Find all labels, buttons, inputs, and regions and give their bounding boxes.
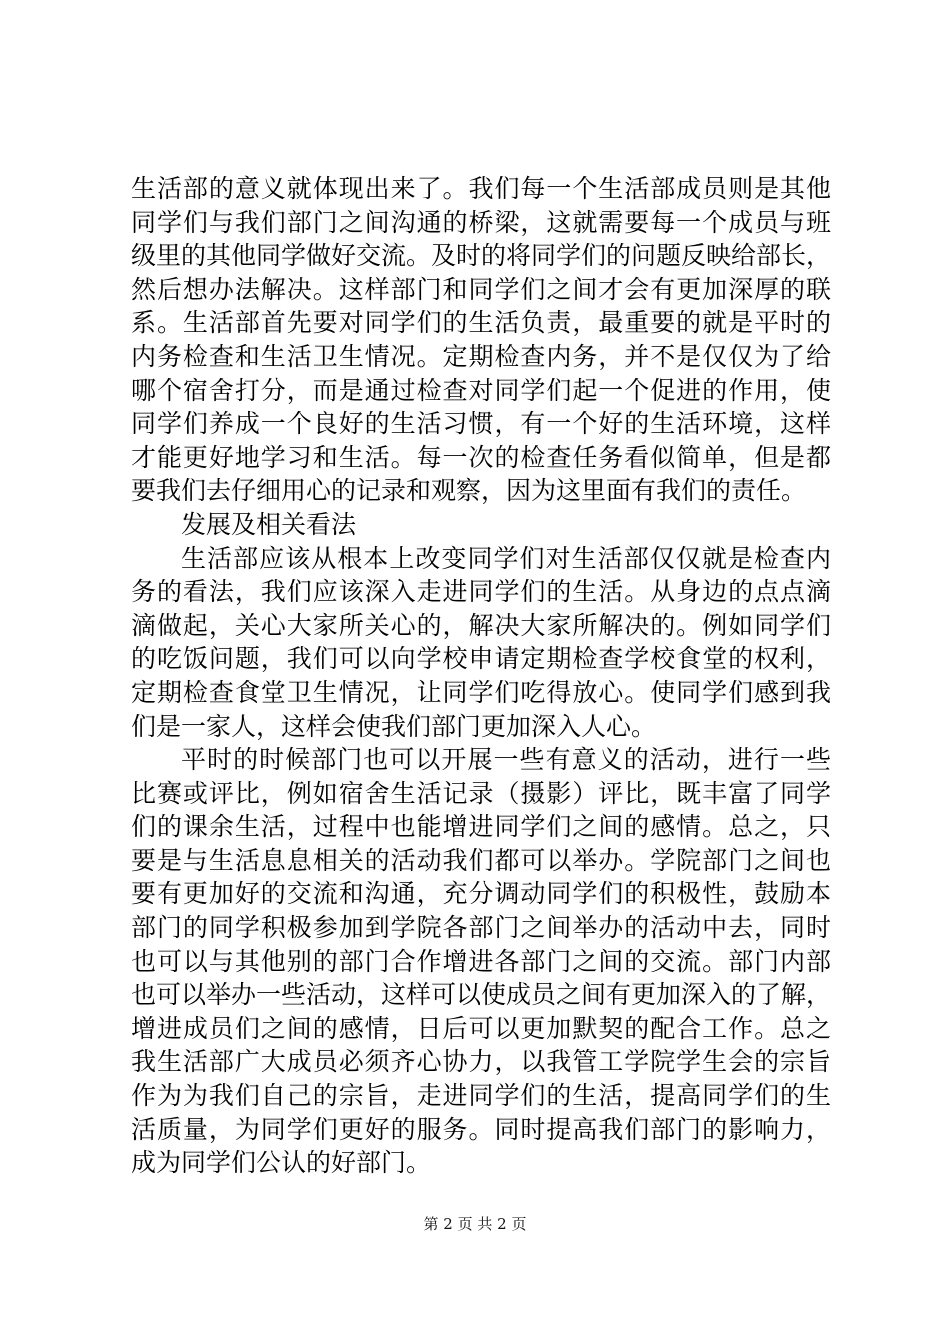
- paragraph-line: 要是与生活息息相关的活动我们都可以举办。学院部门之间也: [131, 845, 831, 875]
- paragraph: [131, 508, 831, 542]
- paragraph-line: 生活部应该从根本上改变同学们对生活部仅仅就是检查内: [181, 543, 831, 573]
- paragraph: [131, 542, 831, 744]
- paragraph-line: 要我们去仔细用心的记录和观察，因为这里面有我们的责任。: [131, 476, 807, 506]
- paragraph-line: 定期检查食堂卫生情况，让同学们吃得放心。使同学们感到我: [131, 677, 831, 707]
- paragraph-line: 要有更加好的交流和沟通，充分调动同学们的积极性，鼓励本: [131, 879, 831, 909]
- page-footer: 第 2 页 共 2 页: [423, 1215, 527, 1233]
- paragraph-line: 比赛或评比，例如宿舍生活记录（摄影）评比，既丰富了同学: [131, 778, 831, 808]
- paragraph-line: 成为同学们公认的好部门。: [131, 1148, 432, 1178]
- paragraph-line: 哪个宿舍打分，而是通过检查对同学们起一个促进的作用，使: [131, 375, 831, 405]
- paragraph-line: 然后想办法解决。这样部门和同学们之间才会有更加深厚的联: [131, 274, 831, 304]
- paragraph-line: 务的看法，我们应该深入走进同学们的生活。从身边的点点滴: [131, 577, 831, 607]
- paragraph-line: 活质量，为同学们更好的服务。同时提高我们部门的影响力，: [131, 1114, 831, 1144]
- paragraph-line: 们的课余生活，过程中也能增进同学们之间的感情。总之，只: [131, 812, 831, 842]
- paragraph-line: 同学们养成一个良好的生活习惯，有一个好的生活环境，这样: [131, 409, 831, 439]
- paragraph-line: 生活部的意义就体现出来了。我们每一个生活部成员则是其他: [131, 174, 831, 203]
- paragraph-line: 系。生活部首先要对同学们的生活负责，最重要的就是平时的: [131, 308, 831, 338]
- paragraph-line: 也可以举办一些活动，这样可以使成员之间有更加深入的了解，: [131, 980, 831, 1010]
- paragraph-line: 内务检查和生活卫生情况。定期检查内务，并不是仅仅为了给: [131, 341, 831, 371]
- paragraph-line: 滴做起，关心大家所关心的，解决大家所解决的。例如同学们: [131, 610, 831, 640]
- paragraph-line: 我生活部广大成员必须齐心协力，以我管工学院学生会的宗旨: [131, 1047, 831, 1077]
- paragraph-line: 平时的时候部门也可以开展一些有意义的活动，进行一些: [181, 745, 831, 775]
- paragraph-line: 也可以与其他别的部门合作增进各部门之间的交流。部门内部: [131, 946, 831, 976]
- document-body: [131, 172, 831, 1180]
- paragraph: [131, 743, 831, 1180]
- paragraph-line: 同学们与我们部门之间沟通的桥梁，这就需要每一个成员与班: [131, 207, 831, 237]
- paragraph-line: 的吃饭问题，我们可以向学校申请定期检查学校食堂的权利，: [131, 644, 831, 674]
- paragraph-line: 增进成员们之间的感情，日后可以更加默契的配合工作。总之: [131, 1013, 831, 1043]
- paragraph-line: 作为为我们自己的宗旨，走进同学们的生活，提高同学们的生: [131, 1081, 831, 1111]
- paragraph: [131, 172, 831, 508]
- paragraph-line: 发展及相关看法: [181, 509, 357, 539]
- paragraph-line: 级里的其他同学做好交流。及时的将同学们的问题反映给部长，: [131, 241, 831, 271]
- paragraph-line: 才能更好地学习和生活。每一次的检查任务看似简单，但是都: [131, 442, 831, 472]
- paragraph-line: 部门的同学积极参加到学院各部门之间举办的活动中去，同时: [131, 913, 831, 943]
- paragraph-line: 们是一家人，这样会使我们部门更加深入人心。: [131, 711, 657, 741]
